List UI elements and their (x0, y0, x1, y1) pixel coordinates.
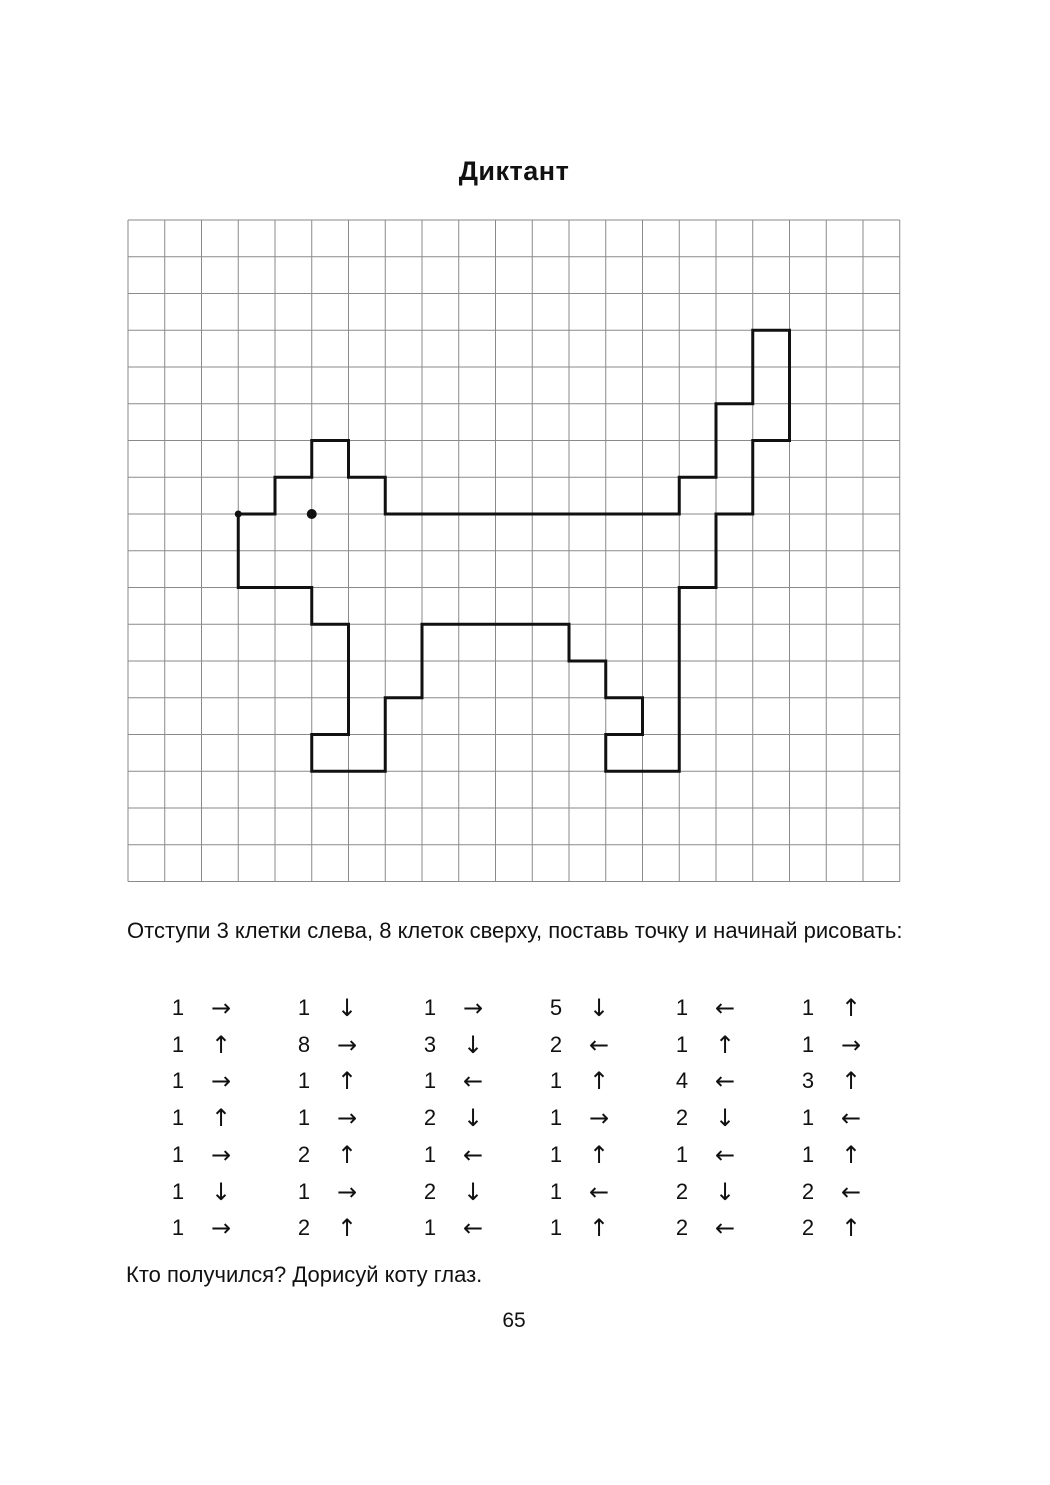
step-item (667, 1137, 787, 1173)
step-item (667, 1027, 787, 1063)
step-count: 1 (423, 1141, 437, 1167)
step-count: 1 (675, 995, 689, 1020)
step-direction-arrow-icon: → (210, 1067, 232, 1096)
step-count: 1 (801, 1141, 815, 1167)
step-direction-arrow-icon: ↓ (210, 1177, 232, 1206)
step-item (415, 1210, 535, 1246)
step-item (163, 1174, 283, 1210)
drawing-grid[interactable] (127, 219, 901, 883)
step-direction-arrow-icon: ↓ (588, 994, 610, 1022)
step-count: 1 (171, 1178, 185, 1204)
page-number: 65 (502, 1309, 526, 1332)
step-item (793, 1174, 913, 1210)
step-count: 1 (171, 1215, 185, 1241)
step-item (541, 1174, 661, 1210)
step-item (415, 1137, 535, 1173)
step-item (163, 1210, 283, 1246)
step-direction-arrow-icon: ↑ (840, 994, 862, 1022)
step-item (541, 1100, 661, 1136)
step-direction-arrow-icon: ↓ (714, 1104, 736, 1133)
step-direction-arrow-icon: ↑ (714, 1030, 736, 1059)
step-direction-arrow-icon: → (210, 994, 232, 1022)
step-direction-arrow-icon: ↑ (336, 1214, 358, 1243)
step-count: 1 (423, 1215, 437, 1241)
step-direction-arrow-icon: ← (840, 1177, 862, 1206)
step-direction-arrow-icon: ← (714, 1214, 736, 1243)
step-row (163, 990, 923, 1026)
step-row (163, 1100, 923, 1136)
step-count: 1 (549, 1141, 563, 1167)
step-count: 1 (801, 995, 815, 1020)
step-item (163, 990, 283, 1026)
step-count: 1 (801, 1105, 815, 1131)
step-count: 1 (801, 1031, 815, 1057)
step-item (163, 1137, 283, 1173)
step-direction-arrow-icon: ← (588, 1030, 610, 1059)
step-direction-arrow-icon: ↓ (336, 994, 358, 1022)
grid-lines (128, 220, 900, 882)
step-count: 2 (549, 1031, 563, 1057)
step-direction-arrow-icon: → (336, 1104, 358, 1133)
step-count: 1 (171, 1068, 185, 1094)
instruction-text: Отступи 3 клетки слева, 8 клеток сверху, поставь точку и начинай рисовать: (127, 918, 903, 943)
step-direction-arrow-icon: ↑ (588, 1140, 610, 1169)
step-row (163, 1063, 923, 1099)
step-direction-arrow-icon: → (336, 1177, 358, 1206)
step-row (163, 1174, 923, 1210)
step-count: 2 (675, 1178, 689, 1204)
step-item (415, 1100, 535, 1136)
question-text: Кто получился? Дорисуй коту глаз. (126, 1262, 483, 1287)
step-row (163, 1137, 923, 1173)
step-item (541, 1210, 661, 1246)
step-item (163, 1100, 283, 1136)
step-count: 1 (297, 1105, 311, 1131)
step-direction-arrow-icon: ← (714, 1067, 736, 1096)
step-count: 8 (297, 1031, 311, 1057)
step-item (289, 1174, 409, 1210)
step-direction-arrow-icon: ← (462, 1214, 484, 1243)
step-direction-arrow-icon: ↓ (714, 1177, 736, 1206)
step-count: 2 (675, 1215, 689, 1241)
step-count: 2 (423, 1178, 437, 1204)
step-count: 2 (297, 1141, 311, 1167)
step-item (415, 1027, 535, 1063)
step-direction-arrow-icon: ← (840, 1104, 862, 1133)
step-item (289, 1137, 409, 1173)
step-count: 3 (423, 1031, 437, 1057)
step-count: 4 (675, 1068, 689, 1094)
step-direction-arrow-icon: ↓ (462, 1104, 484, 1133)
step-item (289, 1027, 409, 1063)
step-row (163, 1027, 923, 1063)
step-direction-arrow-icon: ↑ (336, 1067, 358, 1096)
step-item (163, 1027, 283, 1063)
step-count: 2 (801, 1178, 815, 1204)
page-title: Диктант (458, 156, 570, 186)
step-direction-arrow-icon: ↑ (840, 1140, 862, 1169)
step-count: 1 (549, 1068, 563, 1094)
cat-eye-dot (307, 509, 317, 519)
step-direction-arrow-icon: ↑ (588, 1214, 610, 1243)
step-item (163, 1063, 283, 1099)
step-direction-arrow-icon: → (210, 1140, 232, 1169)
step-count: 1 (171, 995, 185, 1020)
step-count: 1 (549, 1215, 563, 1241)
step-count: 2 (297, 1215, 311, 1241)
step-item (289, 1100, 409, 1136)
step-count: 1 (171, 1105, 185, 1131)
step-item (541, 1027, 661, 1063)
step-direction-arrow-icon: ↓ (462, 1030, 484, 1059)
step-direction-arrow-icon: ↑ (336, 1140, 358, 1169)
step-count: 1 (297, 995, 311, 1020)
step-direction-arrow-icon: → (588, 1104, 610, 1133)
step-item (289, 990, 409, 1026)
step-direction-arrow-icon: → (336, 1030, 358, 1059)
step-count: 1 (675, 1031, 689, 1057)
step-count: 1 (549, 1178, 563, 1204)
step-count: 1 (675, 1141, 689, 1167)
step-item (793, 990, 913, 1026)
step-item (793, 1100, 913, 1136)
step-direction-arrow-icon: ← (462, 1067, 484, 1096)
step-count: 2 (423, 1105, 437, 1131)
step-direction-arrow-icon: ↑ (588, 1067, 610, 1096)
start-point (235, 511, 242, 518)
step-direction-arrow-icon: ↑ (210, 1030, 232, 1059)
step-item (793, 1210, 913, 1246)
step-direction-arrow-icon: ← (462, 1140, 484, 1169)
step-direction-arrow-icon: ← (588, 1177, 610, 1206)
step-item (289, 1063, 409, 1099)
step-count: 1 (423, 995, 437, 1020)
step-direction-arrow-icon: ← (714, 1140, 736, 1169)
step-item (415, 990, 535, 1026)
step-item (415, 1063, 535, 1099)
step-item (289, 1210, 409, 1246)
step-item (667, 1063, 787, 1099)
step-count: 5 (549, 995, 563, 1020)
step-count: 1 (171, 1141, 185, 1167)
step-count: 2 (801, 1215, 815, 1241)
step-item (541, 1137, 661, 1173)
step-direction-arrow-icon: ↑ (840, 1067, 862, 1096)
step-item (793, 1137, 913, 1173)
step-direction-arrow-icon: ← (714, 994, 736, 1022)
step-item (541, 1063, 661, 1099)
step-item (541, 990, 661, 1026)
step-direction-arrow-icon: ↓ (462, 1177, 484, 1206)
step-item (793, 1027, 913, 1063)
step-count: 2 (675, 1105, 689, 1131)
step-item (667, 990, 787, 1026)
step-item (667, 1210, 787, 1246)
step-direction-arrow-icon: ↑ (210, 1104, 232, 1133)
step-item (793, 1063, 913, 1099)
step-count: 1 (549, 1105, 563, 1131)
step-count: 3 (801, 1068, 815, 1094)
step-count: 1 (171, 1031, 185, 1057)
step-count: 1 (297, 1178, 311, 1204)
step-count: 1 (423, 1068, 437, 1094)
step-item (667, 1100, 787, 1136)
step-item (415, 1174, 535, 1210)
step-count: 1 (297, 1068, 311, 1094)
step-direction-arrow-icon: ↑ (840, 1214, 862, 1243)
step-direction-arrow-icon: → (840, 1030, 862, 1059)
step-direction-arrow-icon: → (210, 1214, 232, 1243)
step-item (667, 1174, 787, 1210)
step-direction-arrow-icon: → (462, 994, 484, 1022)
step-row (163, 1210, 923, 1246)
